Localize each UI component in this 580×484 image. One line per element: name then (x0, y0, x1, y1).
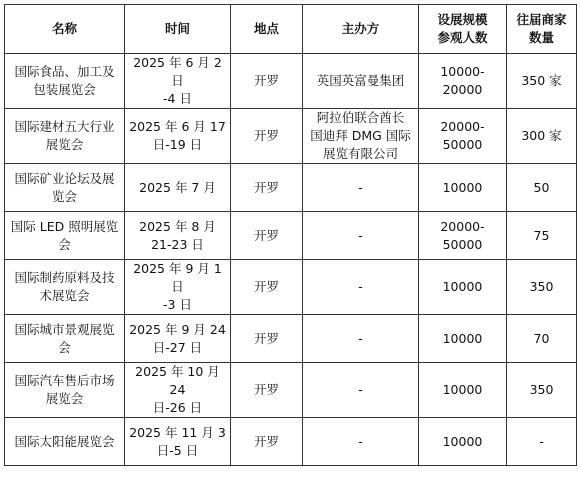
cell-location: 开罗 (231, 418, 303, 466)
table-row (5, 164, 577, 212)
header-name: 名称 (5, 5, 125, 54)
cell-scale: 20000-50000 (419, 109, 507, 164)
cell-exhibitors: 50 (507, 164, 577, 212)
cell-time: 2025 年 6 月 17 日-19 日 (125, 109, 231, 164)
cell-organizer: - (303, 164, 419, 212)
cell-organizer: - (303, 418, 419, 466)
exhibition-table (4, 4, 577, 466)
cell-time: 2025 年 9 月 24 日-27 日 (125, 315, 231, 363)
table-row (5, 212, 577, 260)
cell-scale: 10000 (419, 315, 507, 363)
exhibition-table-container (4, 4, 577, 466)
cell-exhibitors: 350 (507, 363, 577, 418)
cell-exhibitors: 70 (507, 315, 577, 363)
cell-location: 开罗 (231, 164, 303, 212)
cell-scale: 10000-20000 (419, 54, 507, 109)
header-exhibitors: 往届商家 数量 (507, 5, 577, 54)
cell-organizer: - (303, 212, 419, 260)
cell-time: 2025 年 7 月 (125, 164, 231, 212)
header-organizer: 主办方 (303, 5, 419, 54)
cell-time: 2025 年 10 月 24 日-26 日 (125, 363, 231, 418)
table-row (5, 109, 577, 164)
cell-organizer: - (303, 315, 419, 363)
table-row (5, 418, 577, 466)
header-location: 地点 (231, 5, 303, 54)
cell-name: 国际 LED 照明展览 会 (5, 212, 125, 260)
table-row (5, 260, 577, 315)
cell-exhibitors: 75 (507, 212, 577, 260)
cell-location: 开罗 (231, 54, 303, 109)
header-time: 时间 (125, 5, 231, 54)
cell-scale: 20000-50000 (419, 212, 507, 260)
table-row (5, 54, 577, 109)
cell-time: 2025 年 8 月 21-23 日 (125, 212, 231, 260)
table-row (5, 363, 577, 418)
cell-scale: 10000 (419, 260, 507, 315)
cell-time: 2025 年 6 月 2 日 -4 日 (125, 54, 231, 109)
cell-location: 开罗 (231, 212, 303, 260)
cell-location: 开罗 (231, 363, 303, 418)
header-scale: 设展规模 参观人数 (419, 5, 507, 54)
cell-location: 开罗 (231, 260, 303, 315)
cell-location: 开罗 (231, 109, 303, 164)
cell-organizer: - (303, 260, 419, 315)
cell-exhibitors: 350 家 (507, 54, 577, 109)
cell-organizer: - (303, 363, 419, 418)
cell-scale: 10000 (419, 363, 507, 418)
table-row (5, 315, 577, 363)
cell-time: 2025 年 11 月 3 日-5 日 (125, 418, 231, 466)
cell-exhibitors: 350 (507, 260, 577, 315)
cell-organizer: 英国英富曼集团 (303, 54, 419, 109)
cell-name: 国际矿业论坛及展 览会 (5, 164, 125, 212)
cell-name: 国际建材五大行业 展览会 (5, 109, 125, 164)
cell-name: 国际太阳能展览会 (5, 418, 125, 466)
cell-exhibitors: 300 家 (507, 109, 577, 164)
cell-name: 国际制药原料及技 术展览会 (5, 260, 125, 315)
cell-time: 2025 年 9 月 1 日 -3 日 (125, 260, 231, 315)
cell-scale: 10000 (419, 164, 507, 212)
cell-exhibitors: - (507, 418, 577, 466)
cell-location: 开罗 (231, 315, 303, 363)
cell-name: 国际食品、加工及 包装展览会 (5, 54, 125, 109)
cell-scale: 10000 (419, 418, 507, 466)
cell-name: 国际汽车售后市场 展览会 (5, 363, 125, 418)
table-header-row (5, 5, 577, 54)
cell-organizer: 阿拉伯联合酋长 国迪拜 DMG 国际 展览有限公司 (303, 109, 419, 164)
cell-name: 国际城市景观展览 会 (5, 315, 125, 363)
